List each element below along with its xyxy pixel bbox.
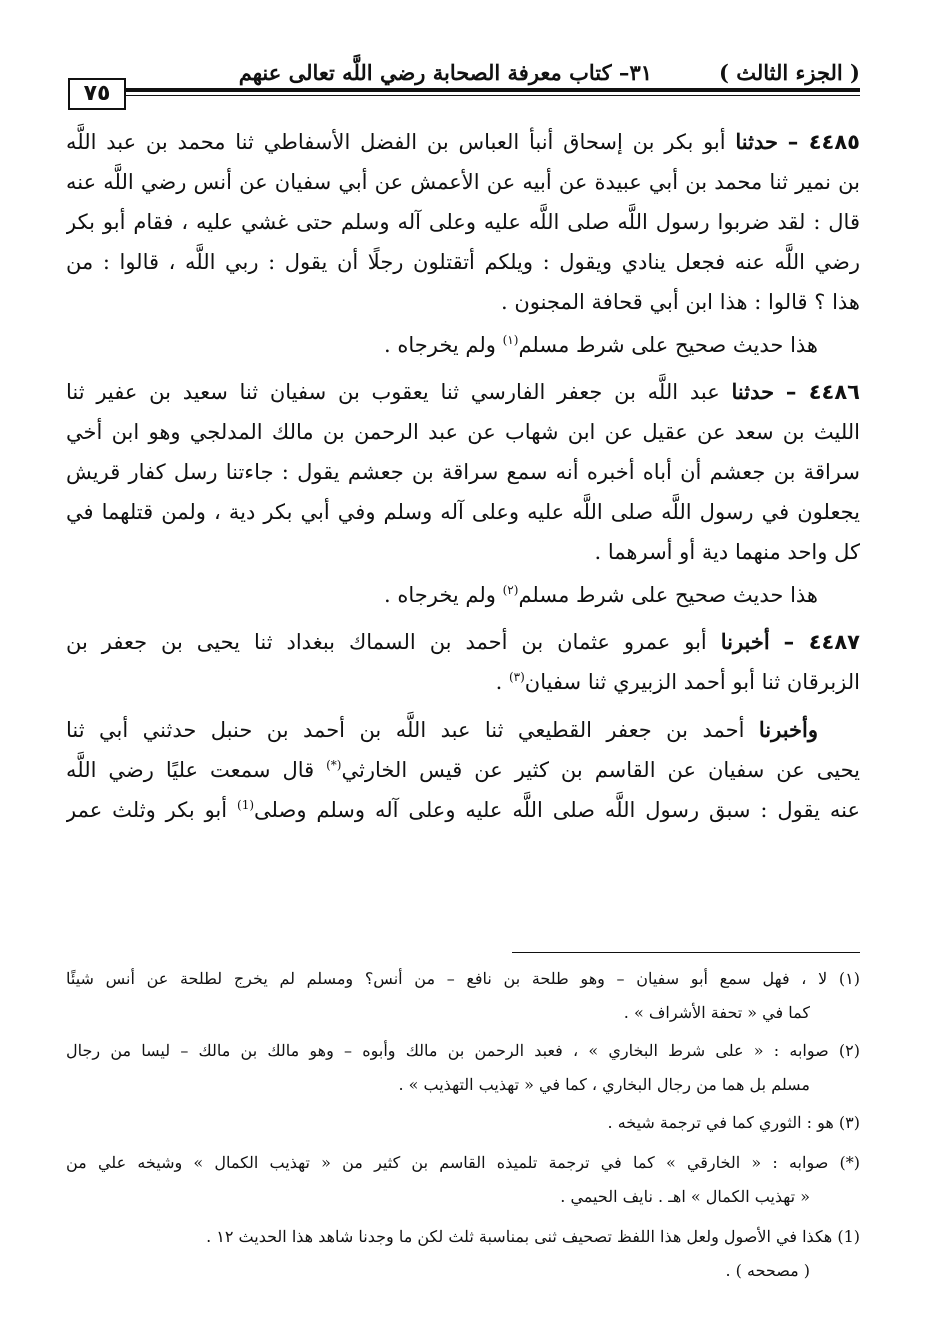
text-line: رضي اللَّه عنه فجعل ينادي ويقول : ويلكم أتقتلون رجلًا أن يقول : ربي اللَّه ، قالوا : من: [66, 250, 860, 274]
footnote-line: « تهذيب الكمال » اهـ . نايف الحيمي .: [560, 1187, 810, 1206]
text-line: هذا حديث صحيح على شرط مسلم$^{(١)}$ ولم يخرجاه .: [384, 333, 818, 357]
text-line: ٤٤٨٧ – أخبرنا أبو عمرو عثمان بن أحمد بن السماك ببغداد ثنا يحيى بن جعفر بن: [66, 629, 860, 654]
text-line: وأخبرنا أحمد بن جعفر القطيعي ثنا عبد اللَّه بن أحمد بن حنبل حدثني أبي ثنا: [66, 717, 818, 742]
footnote-separator: [512, 952, 860, 953]
footnote-ref: (1): [237, 798, 255, 812]
footnote-ref: (١): [502, 333, 519, 347]
footnote-line: (١) لا ، فهل سمع أبو سفيان – وهو طلحة بن نافع – من أنس؟ ومسلم لم يخرج لطلحة عن أنس شيئًا: [66, 969, 860, 988]
running-header-chapter: ٣١– كتاب معرفة الصحابة رضي اللَّه تعالى عنهم: [238, 60, 652, 85]
header-rule-thin: [126, 95, 860, 96]
footnote-line: (٢) صوابه : « على شرط البخاري » ، فعبد الرحمن بن مالك وأبوه – وهو مالك بن مالك – ليسا من رجال: [66, 1041, 860, 1060]
text-line: عنه يقول : سبق رسول اللَّه صلى اللَّه عليه وعلى آله وسلم وصلى$^{(1)}$ أبو بكر وثلث عمر: [66, 798, 860, 822]
text-line: هذا ؟ قالوا : هذا ابن أبي قحافة المجنون .: [500, 290, 860, 314]
footnote-line: مسلم بل هما من رجال البخاري ، كما في « تهذيب التهذيب » .: [398, 1075, 810, 1094]
text-line: الليث بن سعد عن عقيل عن ابن شهاب عن عبد الرحمن بن مالك المدلجي وهو ابن أخي: [66, 420, 860, 444]
text-line: يجعلون في رسول اللَّه صلى اللَّه عليه وعلى آله وسلم وفي أبي بكر دية ، ولمن قتلهما في: [66, 500, 860, 524]
text-line: ٤٤٨٦ – حدثنا عبد اللَّه بن جعفر الفارسي ثنا يعقوب بن سفيان ثنا سعيد بن عفير ثنا: [66, 379, 860, 404]
text-line: هذا حديث صحيح على شرط مسلم$^{(٢)}$ ولم يخرجاه .: [384, 583, 818, 607]
footnote-line: (٣) هو : الثوري كما في ترجمة شيخه .: [607, 1113, 860, 1132]
footnote-line: ( مصححه ) .: [725, 1261, 810, 1280]
footnote-ref: (*): [326, 758, 342, 772]
text-line: يحيى عن سفيان عن القاسم بن كثير عن قيس الخارثي(*) قال سمعت عليًا رضي اللَّه: [66, 758, 860, 782]
header-rule-thick: [126, 88, 860, 92]
text-line: كل واحد منهما دية أو أسرهما .: [594, 540, 860, 564]
footnote-line: كما في « تحفة الأشراف » .: [623, 1003, 810, 1022]
page-number: ٧٥: [68, 78, 126, 110]
footnote-ref: (٣): [508, 670, 525, 684]
footnote-line: (1) هكذا في الأصول ولعل هذا اللفظ تصحيف ثنى بمناسبة ثلث لكن ما وجدنا شاهد هذا الحديث ١٢ .: [206, 1227, 860, 1246]
running-header-part: ( الجزء الثالث ): [718, 60, 860, 85]
text-line: بن نمير ثنا محمد بن أبي عبيدة عن أبيه عن الأعمش عن أبي سفيان عن أنس رضي اللَّه عنه: [66, 170, 860, 194]
text-line: الزبرقان ثنا أبو أحمد الزبيري ثنا سفيان$^{(٣)}$ .: [495, 670, 860, 694]
text-line: قال : لقد ضربوا رسول اللَّه صلى اللَّه عليه وعلى آله وسلم حتى غشي عليه ، فقام أبو بكر: [66, 210, 860, 234]
footnote-ref: (٢): [502, 583, 519, 597]
text-line: سراقة بن جعشم أن أباه أخبره أنه سمع سراقة بن جعشم يقول : جاءتنا رسل كفار قريش: [66, 460, 860, 484]
text-line: ٤٤٨٥ – حدثنا أبو بكر بن إسحاق أنبأ العباس بن الفضل الأسفاطي ثنا محمد بن عبد اللَّه: [66, 129, 860, 154]
footnote-line: (*) صوابه : « الخارقي » كما في ترجمة تلميذه القاسم بن كثير من « تهذيب الكمال » وشيخه علي من: [66, 1153, 860, 1172]
